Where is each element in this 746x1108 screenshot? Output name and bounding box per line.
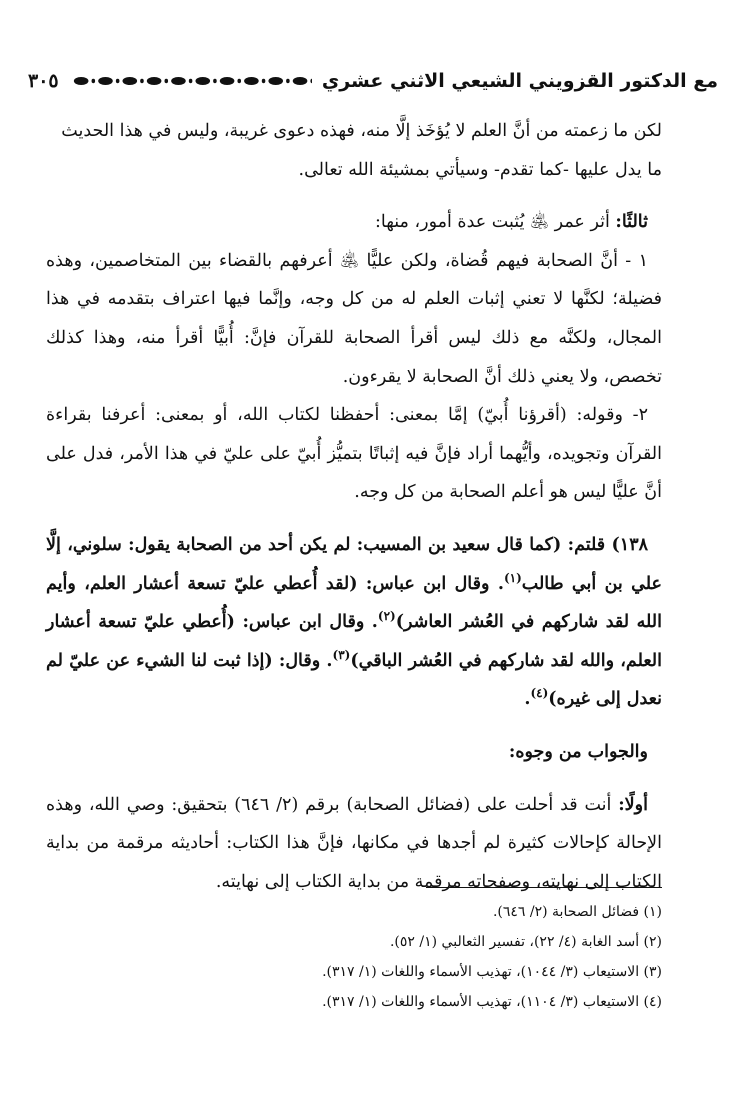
ornament-dot — [164, 79, 168, 83]
ornament-dot — [237, 79, 241, 83]
paragraph-point-1 — [46, 242, 662, 396]
ornament-dot — [310, 79, 312, 83]
header-ornament-icon — [69, 74, 312, 88]
first-text: أنت قد أحلت على (فضائل الصحابة) برقم (٢/ ٦٤٦) بتحقيق: وصي الله، وهذه الإحالة كإحالات كثيرة لم أجدها في مكانها، فإنَّ هذا الكتاب: أحاديثه مرقمة من بداية الكتاب إلى نهايته، وصفحاته مرقمة من بداية الكتاب إلى نهايته. — [46, 794, 662, 892]
ornament-dot — [91, 79, 95, 83]
paragraph-point-2 — [46, 396, 662, 512]
p138-part-e: . — [524, 689, 531, 710]
ornament-lozenge — [146, 77, 161, 85]
ornament-dot — [115, 79, 119, 83]
footnote-3: (٣) الاستيعاب (٣/ ١٠٤٤)، تهذيب الأسماء واللغات (١/ ٣١٧). — [322, 964, 662, 980]
point-2-text: ٢- وقوله: (أقرؤنا أُبيّ) إمَّا بمعنى: أحفظنا لكتاب الله، أو بمعنى: أعرفنا بقراءة القرآن وتجويده، وأيُّهما أراد فإنَّ فيه إثباتًا بتميُّز أُبيّ على عليّ في هذا الأمر، فدل على أنَّ عليًّا ليس هو أعلم الصحابة من كل وجه. — [46, 405, 662, 503]
third-text: أثر عمر ﵁ يُثبت عدة أمور، منها: — [374, 212, 616, 233]
paragraph-first — [46, 786, 662, 902]
p1-line1: لكن ما زعمته من أنَّ العلم لا يُؤخَذ إلَّا منه، فهذه دعوى غريبة، وليس في هذا الحديث — [61, 121, 662, 141]
footnote-4: (٤) الاستيعاب (٣/ ١١٠٤)، تهذيب الأسماء واللغات (١/ ٣١٧). — [322, 994, 662, 1010]
p1-line2: ما يدل عليها -كما تقدم- وسيأتي بمشيئة الله تعالى. — [298, 159, 662, 180]
ornament-lozenge — [244, 77, 259, 85]
point-1-text: ١ - أنَّ الصحابة فيهم قُضاة، ولكن عليًّا ﵁ أعرفهم بالقضاء بين المتخاصمين، وهذه فضيلة؛ لكنَّها لا تعني إثبات العلم له من كل وجه، وإنَّما فيها اعتراف بتقدمه في هذا المجال، ولكنَّه مع ذلك ليس أقرأ الصحابة للقرآن فإنَّ: أُبيًّا أقرأ منه، وهذا كذلك تخصص، ولا يعني ذلك أنَّ الصحابة لا يقرءون. — [46, 250, 662, 387]
p138-part-a: ١٣٨) قلتم: (كما قال سعيد بن المسيب: لم يكن أحد من الصحابة يقول: سلوني، إلَّا علي بن أبي طالب — [46, 534, 663, 594]
ornament-dot — [261, 79, 265, 83]
p138-part-c: . وقال ابن عباس: (أُعطي عليّ تسعة أعشار العلم، والله لقد شاركهم في العُشر الباقي) — [46, 612, 662, 671]
ornament-lozenge — [73, 77, 88, 85]
p138-part-b: . وقال ابن عباس: (لقد أُعطي عليّ تسعة أعشار العلم، وأيم الله لقد شاركهم في العُشر العاشر) — [46, 573, 662, 633]
ornament-dot — [286, 79, 290, 83]
first-lead: أولًا: — [618, 794, 648, 815]
main-text — [46, 112, 662, 901]
running-header — [28, 64, 718, 98]
answer-heading — [46, 733, 662, 772]
footnote-ref-2: (٢) — [377, 609, 396, 624]
third-lead: ثالثًا: — [615, 212, 648, 233]
p138-part-d: . وقال: (إذا ثبت لنا الشيء عن عليّ لم نعدل إلى غيره) — [46, 650, 662, 710]
ornament-lozenge — [171, 77, 186, 85]
ornament-dot — [188, 79, 192, 83]
footnote-divider — [426, 887, 662, 888]
header-title: مع الدكتور القزويني الشيعي الاثني عشري — [321, 70, 718, 92]
ornament-dot — [213, 79, 217, 83]
paragraph-138 — [46, 526, 662, 719]
paragraph-continuation — [46, 112, 662, 189]
ornament-lozenge — [292, 77, 307, 85]
answer-heading-text: والجواب من وجوه: — [508, 741, 648, 762]
footnote-ref-1: (١) — [503, 570, 522, 585]
page-number: ٣٠٥ — [28, 70, 59, 92]
footnote-2: (٢) أسد الغابة (٤/ ٢٢)، تفسير الثعالبي (١/ ٥٢). — [389, 934, 662, 950]
ornament-lozenge — [268, 77, 283, 85]
ornament-dot — [140, 79, 144, 83]
ornament-lozenge — [122, 77, 137, 85]
paragraph-third — [46, 203, 662, 242]
ornament-lozenge — [219, 77, 234, 85]
footnote-ref-3: (٣) — [332, 647, 351, 662]
footnote-1: (١) فضائل الصحابة (٢/ ٦٤٦). — [492, 904, 662, 920]
ornament-lozenge — [195, 77, 210, 85]
footnotes — [46, 897, 662, 1017]
ornament-lozenge — [98, 77, 113, 85]
footnote-ref-4: (٤) — [530, 686, 549, 701]
